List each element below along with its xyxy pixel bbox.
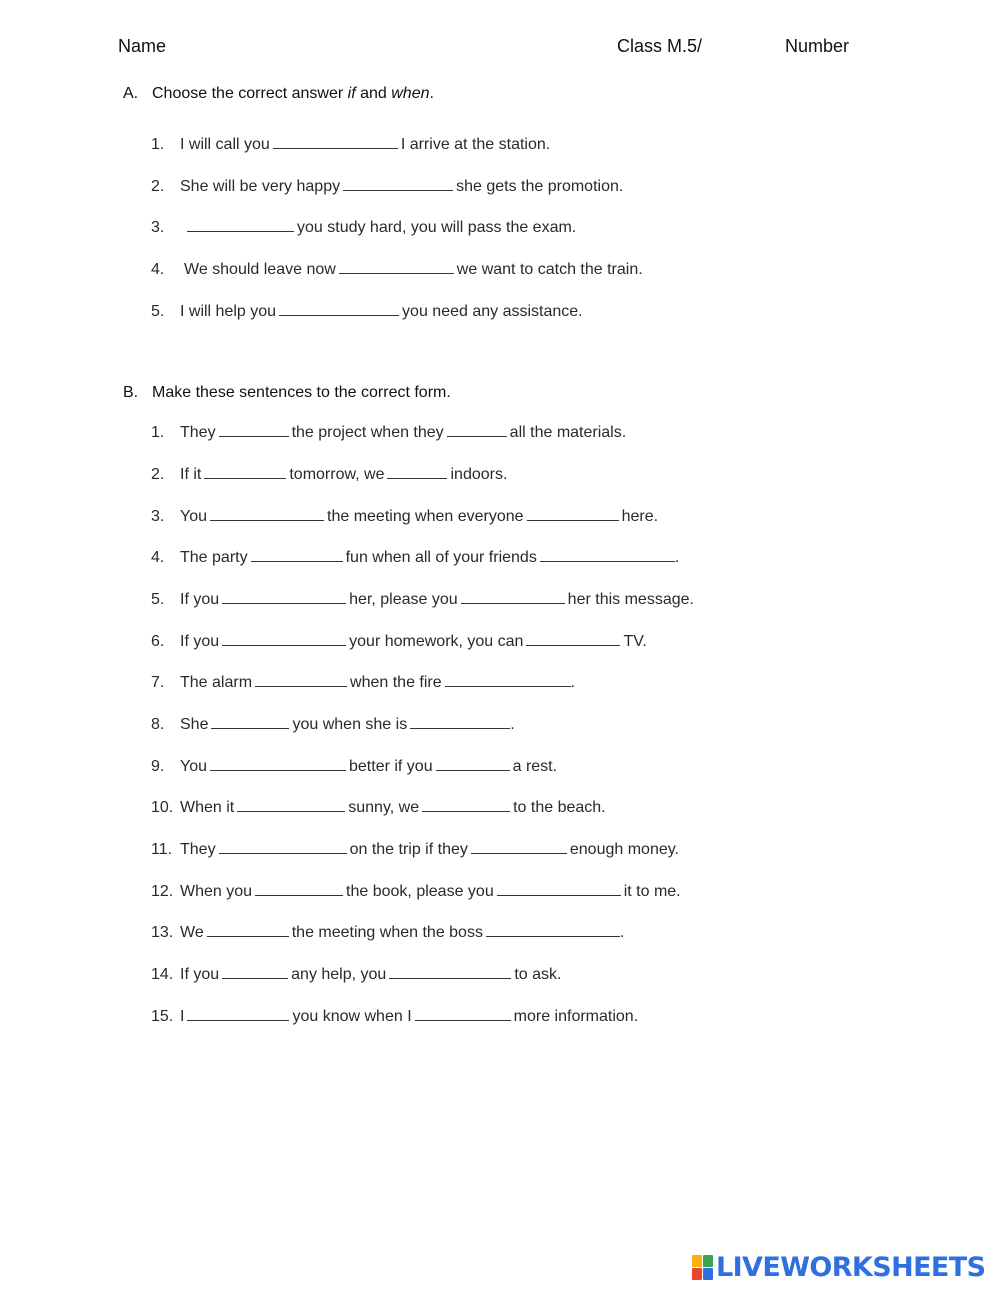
answer-blank[interactable] <box>255 685 347 687</box>
question-number: 5. <box>151 591 165 608</box>
question-text: indoors. <box>450 466 508 483</box>
answer-blank[interactable] <box>255 894 343 896</box>
answer-blank[interactable] <box>204 477 286 479</box>
section-a-title-and: and <box>355 85 392 102</box>
question-number: 9. <box>151 758 165 775</box>
question-text: When it <box>180 799 235 816</box>
logo-mark-icon <box>692 1255 713 1280</box>
section-a-title-prefix: Choose the correct answer <box>152 85 348 102</box>
logo-square-blue <box>703 1268 713 1280</box>
answer-blank[interactable] <box>211 727 289 729</box>
question-text: the book, please you <box>346 883 494 900</box>
question-text: You <box>180 508 207 525</box>
section-b-question-8 <box>151 716 515 734</box>
question-text: her, please you <box>349 591 458 608</box>
question-text: here. <box>621 508 659 525</box>
question-text: TV. <box>623 633 647 650</box>
question-number: 13. <box>151 924 174 941</box>
question-text: The alarm <box>180 674 253 691</box>
question-text: any help, you <box>291 966 387 983</box>
question-number: 4. <box>151 261 165 278</box>
question-number: 3. <box>151 508 165 525</box>
section-b-question-10 <box>151 799 606 817</box>
question-number: 6. <box>151 633 165 650</box>
section-b-title-text: Make these sentences to the correct form. <box>152 384 451 401</box>
question-text: I arrive at the station. <box>400 136 551 153</box>
question-text: the meeting when everyone <box>327 508 524 525</box>
section-b-question-9 <box>151 758 557 776</box>
question-number: 15. <box>151 1008 174 1025</box>
answer-blank[interactable] <box>540 560 675 562</box>
logo-square-green <box>703 1255 713 1267</box>
question-number: 5. <box>151 303 165 320</box>
answer-blank[interactable] <box>237 810 345 812</box>
section-a-title-end: . <box>429 85 434 102</box>
answer-blank[interactable] <box>222 602 346 604</box>
question-number: 10. <box>151 799 174 816</box>
section-b-question-5 <box>151 591 694 609</box>
answer-blank[interactable] <box>415 1019 511 1021</box>
question-text: you know when I <box>292 1008 412 1025</box>
question-text: you when she is <box>292 716 408 733</box>
answer-blank[interactable] <box>187 230 294 232</box>
word-when: when <box>391 85 430 102</box>
question-text: more information. <box>513 1008 639 1025</box>
class-label: Class M.5/ <box>617 36 703 56</box>
question-text: . <box>570 674 576 691</box>
question-number: 2. <box>151 466 165 483</box>
question-text: to the beach. <box>513 799 606 816</box>
question-number: 8. <box>151 716 165 733</box>
question-text: a rest. <box>512 758 558 775</box>
answer-blank[interactable] <box>486 935 620 937</box>
number-label: Number <box>785 36 850 56</box>
section-a-question-5 <box>151 303 583 321</box>
answer-blank[interactable] <box>447 435 507 437</box>
answer-blank[interactable] <box>471 852 567 854</box>
question-number: 2. <box>151 178 165 195</box>
question-text: If you <box>180 633 220 650</box>
question-text: I will call you <box>180 136 270 153</box>
logo-square-red <box>692 1268 702 1280</box>
question-text: it to me. <box>623 883 681 900</box>
answer-blank[interactable] <box>219 435 289 437</box>
section-b-question-1 <box>151 424 626 442</box>
answer-blank[interactable] <box>389 977 511 979</box>
question-text: She <box>180 716 209 733</box>
question-text: You <box>180 758 207 775</box>
answer-blank[interactable] <box>187 1019 289 1021</box>
answer-blank[interactable] <box>343 189 453 191</box>
answer-blank[interactable] <box>251 560 343 562</box>
question-text: better if you <box>349 758 433 775</box>
question-text: enough money. <box>569 841 679 858</box>
answer-blank[interactable] <box>527 519 619 521</box>
answer-blank[interactable] <box>387 477 447 479</box>
section-b-question-4 <box>151 549 679 567</box>
question-text: when the fire <box>350 674 442 691</box>
question-text: you need any assistance. <box>402 303 583 320</box>
answer-blank[interactable] <box>422 810 510 812</box>
question-text: When you <box>180 883 253 900</box>
question-text: the meeting when the boss <box>291 924 483 941</box>
question-text: tomorrow, we <box>289 466 385 483</box>
answer-blank[interactable] <box>219 852 347 854</box>
question-number: 4. <box>151 549 165 566</box>
answer-blank[interactable] <box>445 685 571 687</box>
question-text: her this message. <box>567 591 694 608</box>
section-b-question-14 <box>151 966 561 984</box>
liveworksheets-logo[interactable] <box>692 1252 985 1283</box>
question-text: to ask. <box>514 966 562 983</box>
question-text: I will help you <box>180 303 277 320</box>
question-number: 3. <box>151 219 165 236</box>
section-b-question-7 <box>151 674 575 692</box>
answer-blank[interactable] <box>461 602 565 604</box>
question-text: If you <box>180 966 220 983</box>
question-text: I <box>180 1008 185 1025</box>
section-b-question-6 <box>151 633 647 651</box>
answer-blank[interactable] <box>279 314 399 316</box>
section-b-question-11 <box>151 841 679 859</box>
section-a-question-1 <box>151 136 550 154</box>
question-text: The party <box>180 549 248 566</box>
question-text: she gets the promotion. <box>456 178 624 195</box>
question-text: . <box>674 549 680 566</box>
question-text: on the trip if they <box>349 841 468 858</box>
question-number: 1. <box>151 136 165 153</box>
answer-blank[interactable] <box>210 519 324 521</box>
answer-blank[interactable] <box>207 935 289 937</box>
section-b-question-15 <box>151 1008 638 1026</box>
answer-blank[interactable] <box>436 769 510 771</box>
question-text: the project when they <box>291 424 444 441</box>
question-text: . <box>619 924 625 941</box>
section-a-question-3 <box>151 219 576 237</box>
question-text: We should leave now <box>184 261 336 278</box>
section-b-question-13 <box>151 924 624 942</box>
question-text: She will be very happy <box>180 178 341 195</box>
section-a-question-2 <box>151 178 623 196</box>
question-number: 12. <box>151 883 174 900</box>
question-text: we want to catch the train. <box>456 261 643 278</box>
answer-blank[interactable] <box>273 147 398 149</box>
logo-square-yellow <box>692 1255 702 1267</box>
question-text: If you <box>180 591 220 608</box>
question-text: you study hard, you will pass the exam. <box>297 219 577 236</box>
question-number: 11. <box>151 841 173 858</box>
question-text: . <box>510 716 515 733</box>
answer-blank[interactable] <box>410 727 510 729</box>
section-a-title <box>123 85 434 103</box>
question-number: 14. <box>151 966 174 983</box>
question-text: We <box>180 924 204 941</box>
question-number: 7. <box>151 674 165 691</box>
question-text: all the materials. <box>509 424 627 441</box>
question-text: They <box>180 841 216 858</box>
question-text: your homework, you can <box>349 633 524 650</box>
section-b-title <box>123 384 451 402</box>
answer-blank[interactable] <box>339 272 454 274</box>
name-label: Name <box>118 36 167 56</box>
section-a-question-4 <box>151 261 643 279</box>
section-b-question-3 <box>151 508 658 526</box>
question-text: fun when all of your friends <box>345 549 537 566</box>
question-text: If it <box>180 466 202 483</box>
question-number: 1. <box>151 424 165 441</box>
word-if: if <box>347 85 356 102</box>
section-b-question-2 <box>151 466 507 484</box>
section-a-letter: A. <box>123 85 139 102</box>
answer-blank[interactable] <box>497 894 621 896</box>
section-b-letter: B. <box>123 384 139 401</box>
answer-blank[interactable] <box>526 644 620 646</box>
answer-blank[interactable] <box>210 769 346 771</box>
question-text: sunny, we <box>348 799 420 816</box>
question-text: They <box>180 424 216 441</box>
answer-blank[interactable] <box>222 644 346 646</box>
answer-blank[interactable] <box>222 977 288 979</box>
section-b-question-12 <box>151 883 681 901</box>
logo-text: LIVEWORKSHEETS <box>716 1252 986 1283</box>
